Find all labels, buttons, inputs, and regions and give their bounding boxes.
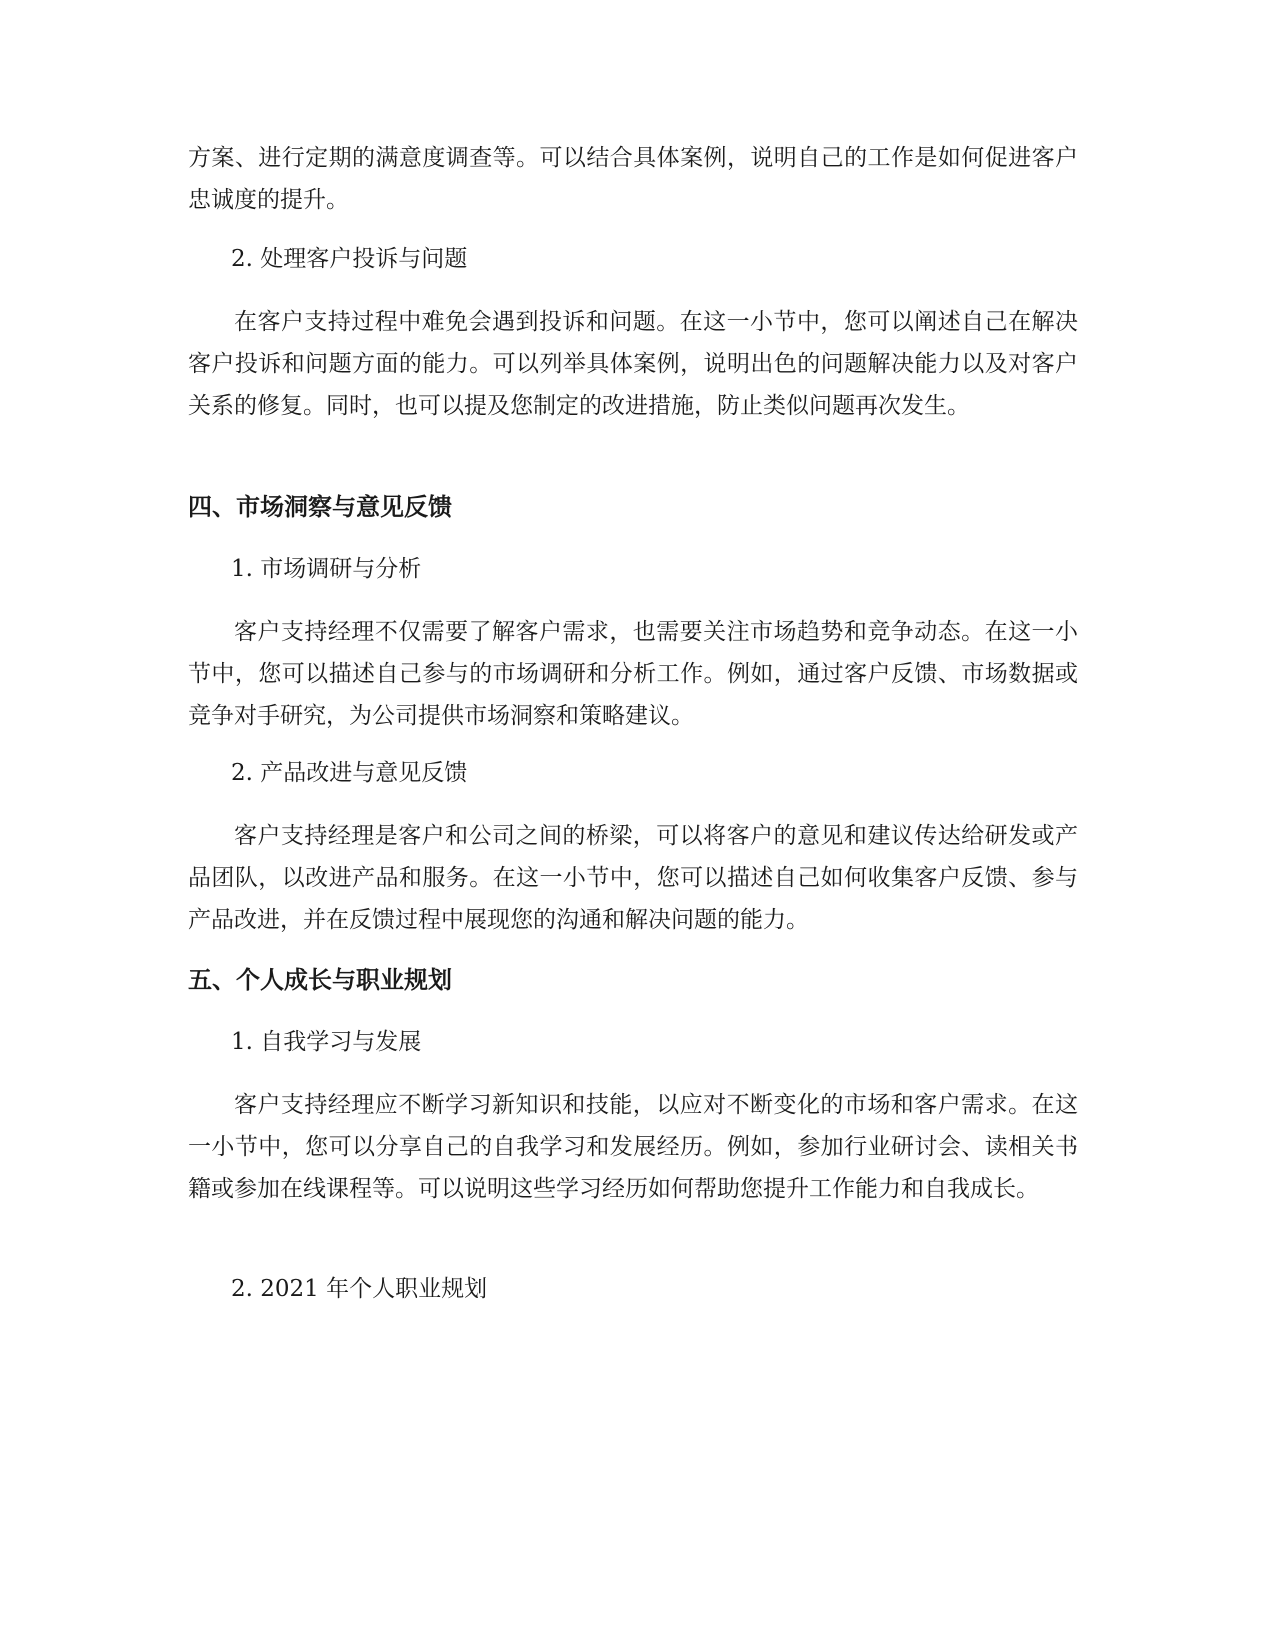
paragraph-self-learning: 客户支持经理应不断学习新知识和技能，以应对不断变化的市场和客户需求。在这一小节中，您可以分享自己的自我学习和发展经历。例如，参加行业研讨会、读相关书籍或参加在线课程等。可以说明这些学习经历如何帮助您提升工作能力和自我成长。 bbox=[188, 1092, 1078, 1202]
paragraph-handle-complaints: 在客户支持过程中难免会遇到投诉和问题。在这一小节中，您可以阐述自己在解决客户投诉和问题方面的能力。可以列举具体案例，说明出色的问题解决能力以及对客户关系的修复。同时，也可以提及您制定的改进措施，防止类似问题再次发生。 bbox=[188, 309, 1078, 419]
subheading-handle-complaints: 2. 处理客户投诉与问题 bbox=[231, 246, 468, 272]
subheading-market-research: 1. 市场调研与分析 bbox=[231, 556, 422, 582]
subheading-product-feedback: 2. 产品改进与意见反馈 bbox=[231, 760, 468, 786]
subheading-career-plan: 2. 2021 年个人职业规划 bbox=[231, 1276, 488, 1302]
subheading-self-learning: 1. 自我学习与发展 bbox=[231, 1029, 422, 1055]
paragraph-product-feedback: 客户支持经理是客户和公司之间的桥梁，可以将客户的意见和建议传达给研发或产品团队，以改进产品和服务。在这一小节中，您可以描述自己如何收集客户反馈、参与产品改进，并在反馈过程中展现您的沟通和解决问题的能力。 bbox=[188, 823, 1078, 933]
paragraph-continuation: 方案、进行定期的满意度调查等。可以结合具体案例，说明自己的工作是如何促进客户忠诚度的提升。 bbox=[188, 145, 1078, 213]
paragraph-market-research: 客户支持经理不仅需要了解客户需求，也需要关注市场趋势和竞争动态。在这一小节中，您可以描述自己参与的市场调研和分析工作。例如，通过客户反馈、市场数据或竞争对手研究，为公司提供市场洞察和策略建议。 bbox=[188, 619, 1078, 729]
section-heading-market-insight: 四、市场洞察与意见反馈 bbox=[188, 492, 452, 521]
section-heading-personal-growth: 五、个人成长与职业规划 bbox=[188, 965, 452, 994]
